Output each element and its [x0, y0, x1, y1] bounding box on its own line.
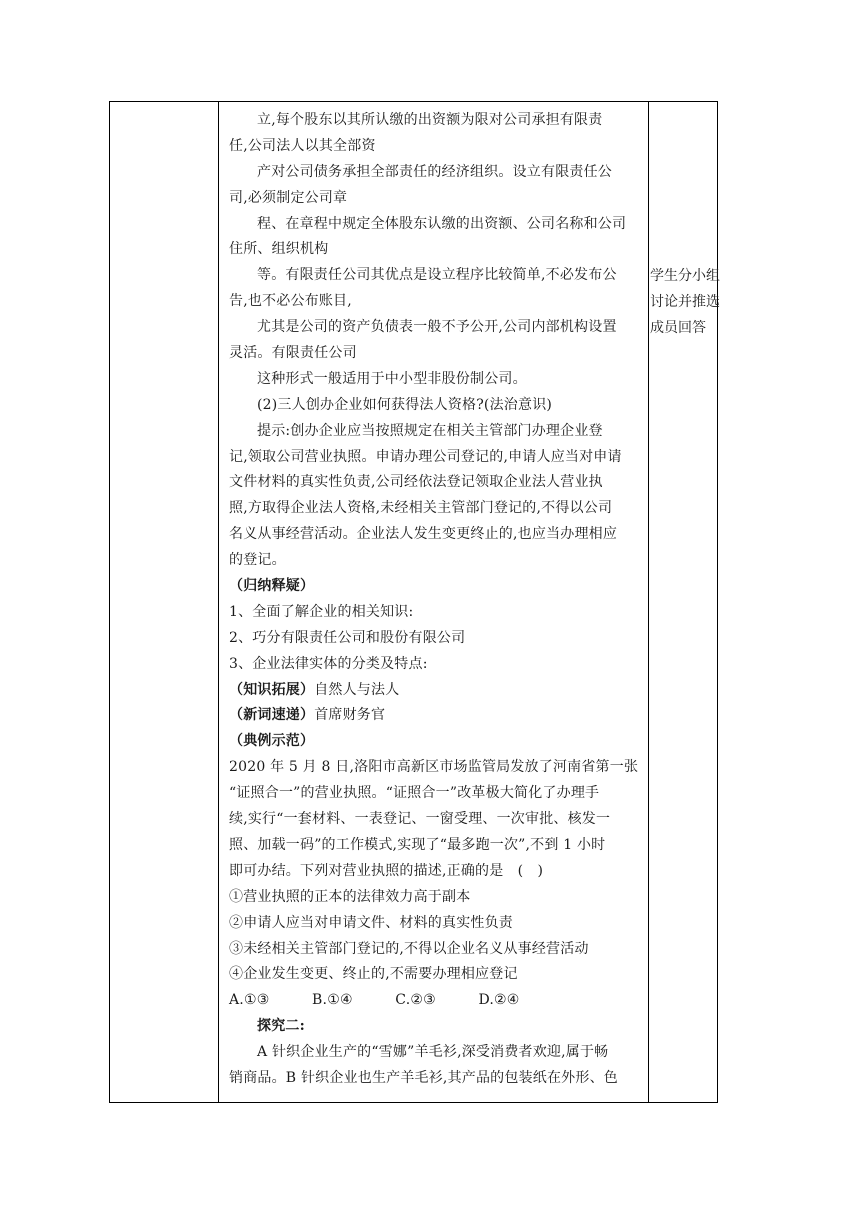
content-line: 2020 年 5 月 8 日,洛阳市高新区市场监管局发放了河南省第一张: [229, 759, 639, 776]
teaching-content-column: [229, 102, 647, 1092]
section-heading: （归纳释疑）: [229, 578, 315, 595]
content-line: 即可办结。下列对营业执照的描述,正确的是 ( ): [229, 862, 544, 879]
content-line: 续,实行“一套材料、一表登记、一窗受理、一次审批、核发一: [229, 811, 611, 828]
content-line: 销商品。B 针织企业也生产羊毛衫,其产品的包装纸在外形、色: [229, 1069, 618, 1086]
content-line: 记,领取公司营业执照。申请办理公司登记的,申请人应当对申请: [229, 448, 622, 465]
content-line: 等。有限责任公司其优点是设立程序比较简单,不必发布公: [257, 267, 617, 284]
section-heading: 探究二:: [257, 1018, 305, 1035]
column-divider-left: [218, 102, 219, 1102]
content-line: 立,每个股东以其所认缴的出资额为限对公司承担有限责: [257, 112, 603, 128]
side-note-line: 讨论并推选: [650, 293, 720, 310]
content-line: 照,方取得企业法人资格,未经相关主管部门登记的,不得以公司: [229, 500, 613, 517]
content-line: 的登记。: [229, 552, 286, 569]
content-line: 提示:创办企业应当按照规定在相关主管部门办理企业登: [257, 422, 603, 439]
content-line: (2)三人创办企业如何获得法人资格?(法治意识): [257, 396, 553, 413]
content-line: 2、巧分有限责任公司和股份有限公司: [229, 629, 466, 646]
section-heading: （新词速递）首席财务官: [229, 707, 386, 724]
section-heading: （知识拓展）自然人与法人: [229, 681, 400, 698]
side-note-line: 学生分小组: [650, 268, 720, 284]
content-line: A 针织企业生产的“雪娜”羊毛衫,深受消费者欢迎,属于畅: [257, 1044, 609, 1061]
content-line: 程、在章程中规定全体股东认缴的出资额、公司名称和公司: [257, 215, 627, 232]
content-line: 告,也不必公布账目,: [229, 293, 352, 310]
content-line: A.①③ B.①④ C.②③ D.②④: [229, 992, 520, 1009]
content-line: 住所、组织机构: [229, 241, 329, 258]
column-divider-right: [648, 102, 649, 1102]
content-line: 这种形式一般适用于中小型非股份制公司。: [257, 370, 527, 387]
content-line: 3、企业法律实体的分类及特点:: [229, 655, 428, 672]
student-activity-column: [650, 264, 720, 342]
content-line: 1、全面了解企业的相关知识:: [229, 603, 414, 620]
content-line: 灵活。有限责任公司: [229, 345, 357, 362]
content-line: 文件材料的真实性负责,公司经依法登记领取企业法人营业执: [229, 474, 603, 491]
content-line: “证照合一”的营业执照。“证照合一”改革极大简化了办理手: [229, 785, 600, 802]
content-line: 司,必须制定公司章: [229, 189, 348, 206]
content-line: 产对公司债务承担全部责任的经济组织。设立有限责任公: [257, 163, 612, 180]
content-line: 任,公司法人以其全部资: [229, 137, 376, 154]
content-line: 名义从事经营活动。企业法人发生变更终止的,也应当办理相应: [229, 526, 618, 543]
section-heading: （典例示范）: [229, 733, 315, 750]
content-line: ①营业执照的正本的法律效力高于副本: [229, 888, 471, 905]
side-note-line: 成员回答: [650, 319, 706, 336]
lesson-table: [109, 101, 718, 1103]
content-line: ③未经相关主管部门登记的,不得以企业名义从事经营活动: [229, 940, 589, 957]
content-line: 照、加载一码”的工作模式,实现了“最多跑一次”,不到 1 小时: [229, 836, 606, 853]
content-line: 尤其是公司的资产负债表一般不予公开,公司内部机构设置: [257, 319, 617, 336]
content-line: ④企业发生变更、终止的,不需要办理相应登记: [229, 966, 518, 983]
content-line: ②申请人应当对申请文件、材料的真实性负责: [229, 914, 513, 931]
